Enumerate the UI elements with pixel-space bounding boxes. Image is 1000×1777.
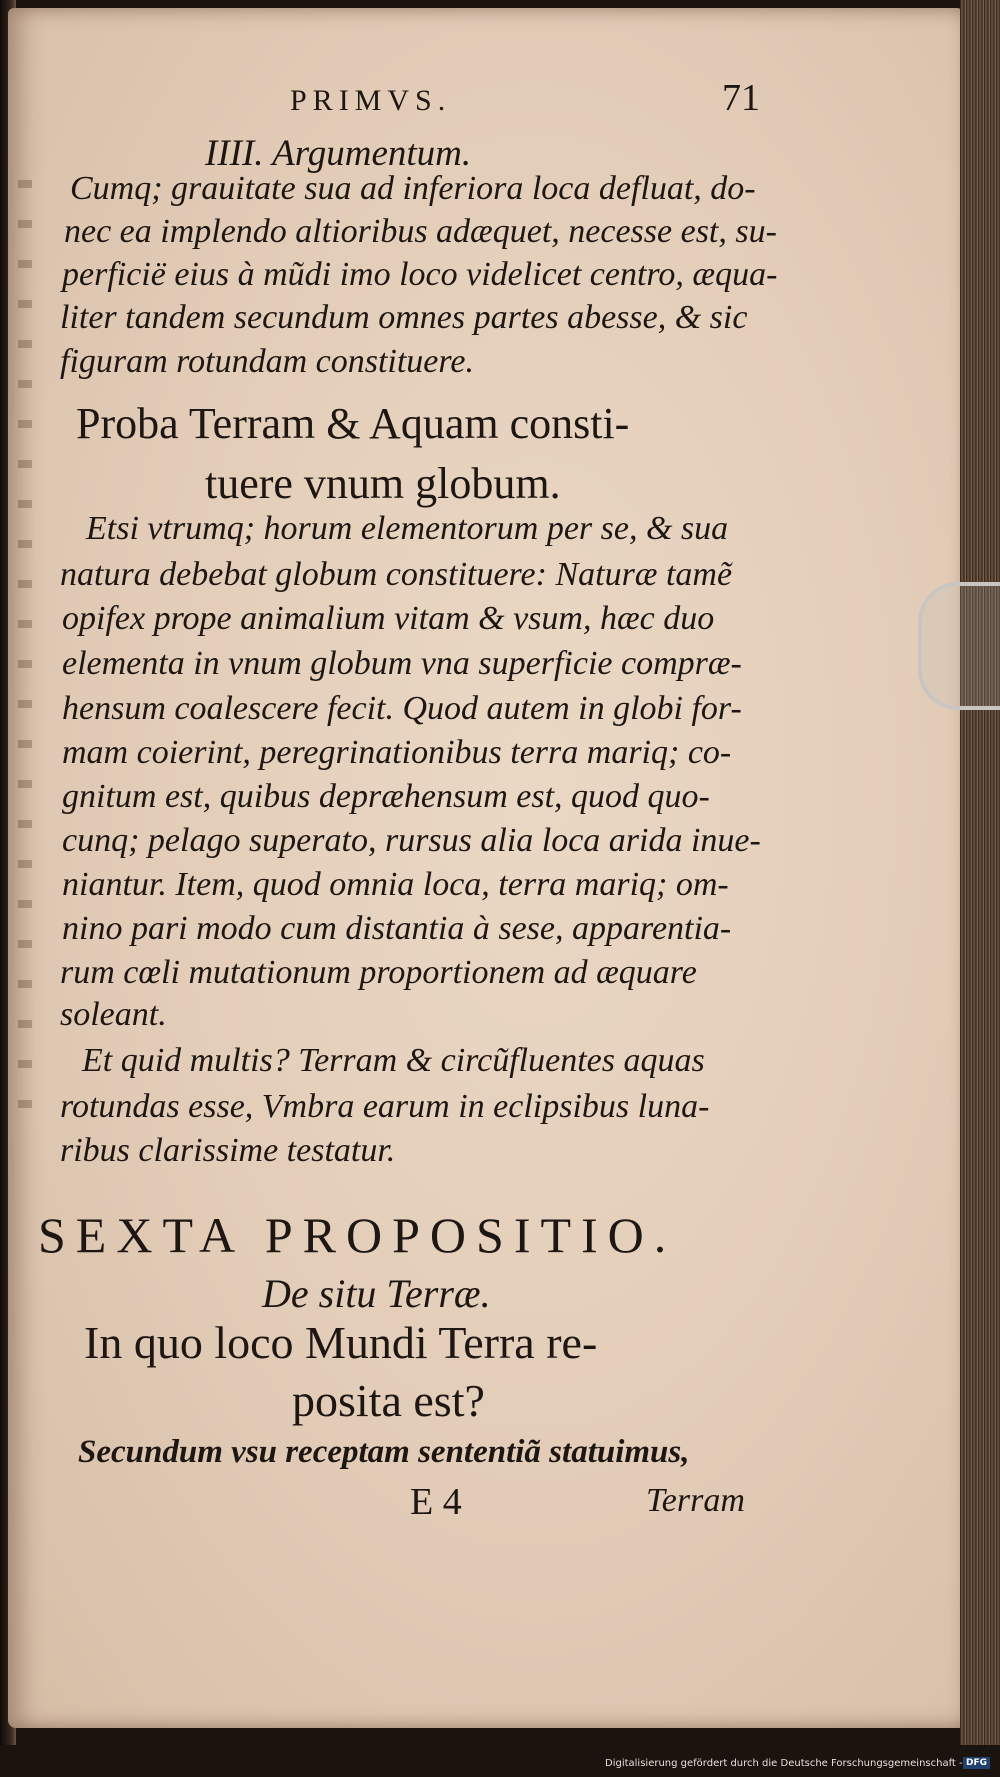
closing-line-2: rotundas esse, Vmbra earum in eclipsibus luna- <box>60 1088 710 1125</box>
page-number: 71 <box>722 77 760 119</box>
proof-line-8: cunq; pelago superato, rursus alia loca arida inue- <box>62 822 761 859</box>
proof-line-9: niantur. Item, quod omnia loca, terra mariq; om- <box>62 866 729 903</box>
digitization-credit: Digitalisierung gefördert durch die Deutsche Forschungsgemeinschaft - <box>605 1758 963 1769</box>
closing-line-3: ribus clarissime testatur. <box>60 1132 396 1169</box>
section-heading-line-2: tuere vnum globum. <box>205 459 561 508</box>
argument-line-1: Cumq; grauitate sua ad inferiora loca defluat, do- <box>70 170 756 207</box>
proof-line-2: natura debebat globum constituere: Naturæ tamẽ <box>60 556 733 593</box>
proof-line-6: mam coierint, peregrinationibus terra mariq; co- <box>62 734 732 771</box>
question-line-1: In quo loco Mundi Terra re- <box>84 1317 598 1368</box>
argument-line-4: liter tandem secundum omnes partes abesse, & sic <box>60 299 748 336</box>
proof-line-5: hensum coalescere fecit. Quod autem in globi for- <box>62 690 742 727</box>
dfg-logo: DFG <box>963 1757 990 1769</box>
argument-line-2: nec ea implendo altioribus adæquet, necesse est, su- <box>64 213 777 250</box>
signature-mark: E 4 <box>410 1481 462 1523</box>
proposition-subtitle: De situ Terræ. <box>262 1271 491 1316</box>
answer-line: Secundum vsu receptam sententiã statuimus, <box>78 1434 690 1470</box>
proof-line-12: soleant. <box>60 996 167 1033</box>
section-heading-line-1: Proba Terram & Aquam consti- <box>76 399 630 448</box>
closing-line-1: Et quid multis? Terram & circũfluentes aquas <box>82 1042 705 1079</box>
argument-line-3: perficië eius à mũdi imo loco videlicet centro, æqua- <box>62 256 778 293</box>
question-line-2: posita est? <box>292 1375 485 1426</box>
proof-line-4: elementa in vnum globum vna superficie compræ- <box>62 645 742 682</box>
proof-line-3: opifex prope animalium vitam & vsum, hæc duo <box>62 600 715 637</box>
page-edges <box>960 0 1000 1745</box>
proof-line-1: Etsi vtrumq; horum elementorum per se, & sua <box>86 510 729 547</box>
proof-line-10: nino pari modo cum distantia à sese, apparentia- <box>62 910 732 947</box>
proof-line-7: gnitum est, quibus depræhensum est, quod quo- <box>62 778 710 815</box>
running-head: PRIMVS. <box>290 84 452 117</box>
proof-line-11: rum cœli mutationum proportionem ad æquare <box>60 954 697 991</box>
argument-line-5: figuram rotundam constituere. <box>60 343 474 380</box>
proposition-title: SEXTA PROPOSITIO. <box>38 1207 677 1263</box>
show-through-marks <box>18 180 32 1120</box>
catchword: Terram <box>646 1482 745 1519</box>
argument-heading: IIII. Argumentum. <box>205 133 472 174</box>
page-clip <box>918 582 1000 710</box>
